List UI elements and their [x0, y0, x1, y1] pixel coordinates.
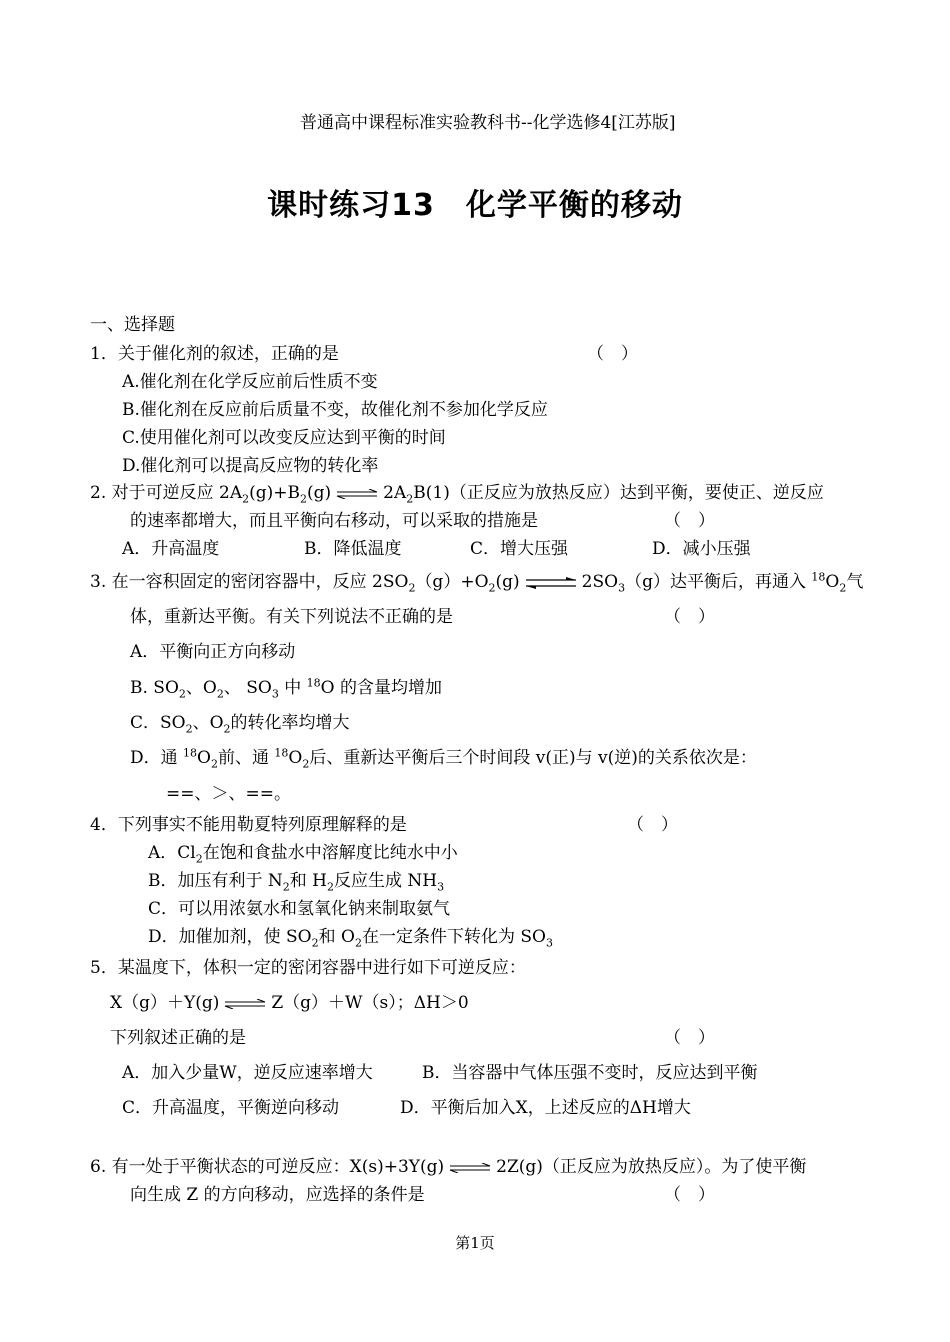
question-1-option-a: A.催化剂在化学反应前后性质不变	[122, 372, 378, 392]
equilibrium-arrow-icon	[524, 577, 578, 589]
question-6-line-1: 6. 有一处于平衡状态的可逆反应：X(s)+3Y(g) 2Z(g)（正反应为放热反应）。为了使平衡	[90, 1157, 807, 1177]
question-3-option-d-continued: ==、＞、==。	[166, 784, 291, 804]
question-2-option-b: B．降低温度	[304, 539, 402, 559]
question-5-equation: X（g）＋Y(g) Z（g）＋W（s）；ΔH＞0	[110, 993, 469, 1013]
equilibrium-arrow-icon	[335, 489, 379, 499]
question-1-option-d: D.催化剂可以提高反应物的转化率	[122, 456, 379, 476]
question-5-option-a: A．加入少量W，逆反应速率增大	[122, 1063, 373, 1083]
question-4-option-b: B．加压有利于 $N_2$和 $H_2$反应生成 $NH_3$	[148, 871, 445, 894]
question-2-option-a: A．升高温度	[122, 539, 220, 559]
question-5-option-b: B．当容器中气体压强不变时，反应达到平衡	[422, 1063, 758, 1083]
question-2-option-c: C．增大压强	[470, 539, 569, 559]
question-4-answer-blank: （ ）	[627, 815, 678, 835]
question-2-line-1: 2. 对于可逆反应 $2A_2(g)+B_2(g)$ $2A_2B(1)$（正反应为放热反应）达到平衡，要使正、逆反应	[90, 483, 824, 506]
equilibrium-arrow-icon	[448, 1163, 492, 1173]
question-3-answer-blank: （ ）	[664, 607, 715, 627]
question-5-option-c: C．升高温度，平衡逆向移动	[122, 1098, 340, 1118]
question-4-option-d: D．加催加剂，使 $SO_2$和 $O_2$在一定条件下转化为 $SO_3$	[148, 927, 553, 950]
question-1-stem: 1．关于催化剂的叙述，正确的是	[90, 344, 339, 364]
question-2-line-2: 的速率都增大，而且平衡向右移动，可以采取的措施是	[130, 511, 538, 531]
question-3-option-a: A．平衡向正方向移动	[130, 642, 296, 662]
question-5-answer-blank: （ ）	[664, 1028, 715, 1048]
question-1-answer-blank: （ ）	[587, 344, 638, 364]
question-5-stem: 5．某温度下，体积一定的密闭容器中进行如下可逆反应：	[90, 958, 526, 978]
page-title: 课时练习13 化学平衡的移动	[267, 188, 683, 223]
section-heading: 一、选择题	[90, 315, 175, 335]
question-6-line-2: 向生成 Z 的方向移动，应选择的条件是	[130, 1185, 425, 1205]
question-1-option-c: C.使用催化剂可以改变反应达到平衡的时间	[122, 428, 446, 448]
page-number: 第1页	[455, 1234, 495, 1252]
equilibrium-arrow-icon	[223, 999, 267, 1009]
question-5-prompt: 下列叙述正确的是	[110, 1028, 246, 1048]
question-6-answer-blank: （ ）	[664, 1185, 715, 1205]
question-2-option-d: D．减小压强	[652, 539, 751, 559]
question-3-line-2: 体，重新达平衡。有关下列说法不正确的是	[130, 607, 453, 627]
question-5-option-d: D．平衡后加入X，上述反应的ΔH增大	[400, 1098, 691, 1118]
series-header: 普通高中课程标准实验教科书--化学选修4[江苏版]	[300, 113, 676, 133]
question-4-option-c: C．可以用浓氨水和氢氧化钠来制取氨气	[148, 899, 451, 919]
question-3-line-1: 3. 在一容积固定的密闭容器中，反应 $2SO_2(g)+O_2(g)$ $2SO_3(g)$达平衡后，再通入 $^{18}O_2$气	[90, 570, 864, 595]
question-4-option-a: A．$Cl_2$在饱和食盐水中溶解度比纯水中小	[148, 843, 458, 866]
question-3-option-d: D．通 $^{18}O_2$前、通 $^{18}O_2$后、重新达平衡后三个时间段 v(正)与 v(逆)的关系依次是：	[130, 746, 757, 771]
question-3-option-c: C．$SO_2$、$O_2$的转化率均增大	[130, 713, 350, 736]
question-4-stem: 4．下列事实不能用勒夏特列原理解释的是	[90, 815, 407, 835]
question-1-option-b: B.催化剂在反应前后质量不变，故催化剂不参加化学反应	[122, 400, 548, 420]
question-3-option-b: B. $SO_2$、$O_2$、 $SO_3$ 中 $^{18}$O 的含量均增加	[130, 676, 442, 701]
question-2-answer-blank: （ ）	[664, 511, 715, 531]
